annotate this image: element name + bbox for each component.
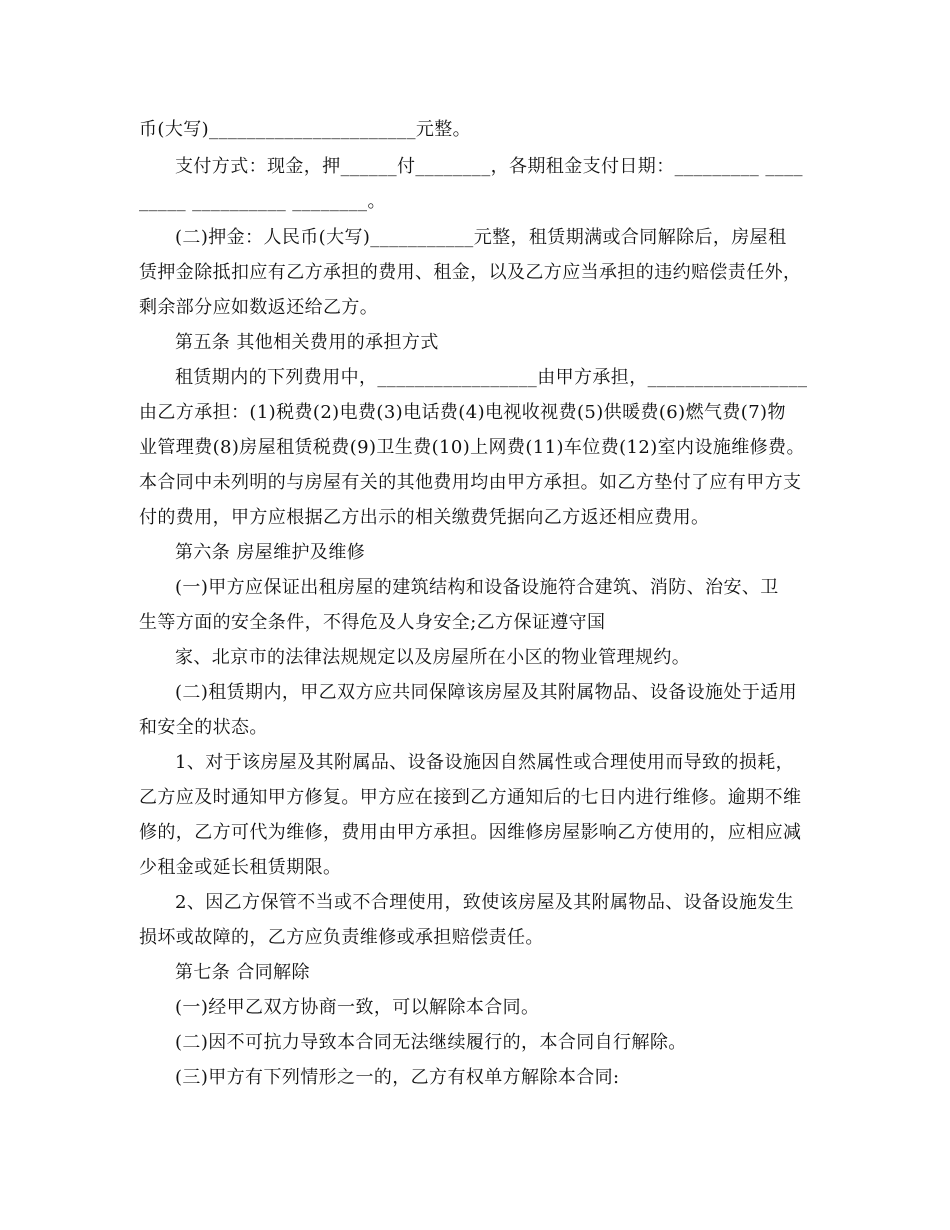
section-heading: 第五条 其他相关费用的承担方式 — [175, 332, 439, 353]
text-line: (一)甲方应保证出租房屋的建筑结构和设备设施符合建筑、消防、治安、卫 — [175, 577, 779, 598]
text-line: (二)押金：人民币(大写)___________元整，租赁期满或合同解除后，房屋租 — [175, 227, 787, 248]
text-line: 修的，乙方可代为维修，费用由甲方承担。因维修房屋影响乙方使用的，应相应减 — [139, 822, 802, 843]
text-line: 赁押金除抵扣应有乙方承担的费用、租金，以及乙方应当承担的违约赔偿责任外， — [139, 262, 802, 283]
text-line: 租赁期内的下列费用中，_________________由甲方承担，_________________ — [175, 367, 808, 388]
text-line: _____ __________ ________。 — [139, 191, 386, 212]
text-line: 业管理费(8)房屋租赁税费(9)卫生费(10)上网费(11)车位费(12)室内设施维修费。 — [139, 437, 805, 458]
section-heading: 第六条 房屋维护及维修 — [175, 542, 366, 563]
text-line: 和安全的状态。 — [139, 717, 268, 738]
text-line: 少租金或延长租赁期限。 — [139, 857, 342, 878]
text-line: 付的费用，甲方应根据乙方出示的相关缴费凭据向乙方返还相应费用。 — [139, 507, 710, 528]
text-line: 损坏或故障的，乙方应负责维修或承担赔偿责任。 — [139, 927, 544, 948]
text-line: 乙方应及时通知甲方修复。甲方应在接到乙方通知后的七日内进行维修。逾期不维 — [139, 787, 802, 808]
text-line: 支付方式：现金，押______付________，各期租金支付日期：_________ ____ — [175, 156, 803, 177]
text-line: 生等方面的安全条件，不得危及人身安全;乙方保证遵守国 — [139, 612, 606, 633]
text-line: 2、因乙方保管不当或不合理使用，致使该房屋及其附属物品、设备设施发生 — [175, 892, 795, 913]
text-line: (二)因不可抗力导致本合同无法继续履行的，本合同自行解除。 — [175, 1032, 687, 1053]
text-line: 1、对于该房屋及其附属品、设备设施因自然属性或合理使用而导致的损耗， — [175, 752, 795, 773]
section-heading: 第七条 合同解除 — [175, 962, 310, 983]
text-line: 剩余部分应如数返还给乙方。 — [139, 297, 379, 318]
text-line: 家、北京市的法律法规规定以及房屋所在小区的物业管理规约。 — [175, 647, 691, 668]
text-line: 由乙方承担：(1)税费(2)电费(3)电话费(4)电视收视费(5)供暖费(6)燃气费(7)物 — [139, 402, 786, 423]
text-line: (一)经甲乙双方协商一致，可以解除本合同。 — [175, 997, 540, 1018]
text-line: (二)租赁期内，甲乙双方应共同保障该房屋及其附属物品、设备设施处于适用 — [175, 682, 798, 703]
text-line: 本合同中未列明的与房屋有关的其他费用均由甲方承担。如乙方垫付了应有甲方支 — [139, 472, 802, 493]
text-line: 币(大写)______________________元整。 — [139, 119, 472, 140]
text-line: (三)甲方有下列情形之一的，乙方有权单方解除本合同: — [175, 1067, 620, 1088]
